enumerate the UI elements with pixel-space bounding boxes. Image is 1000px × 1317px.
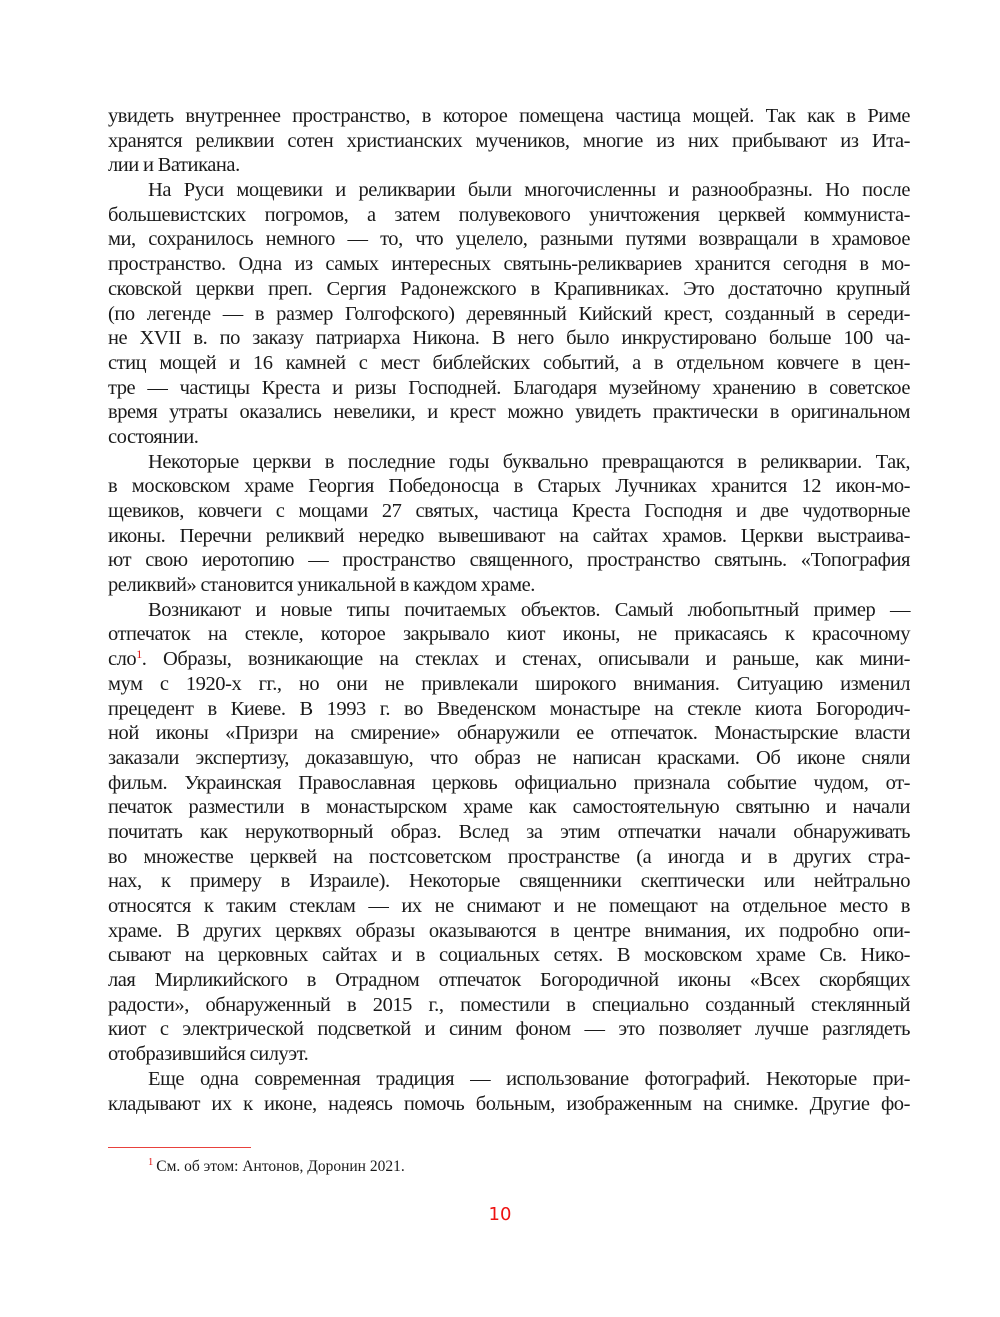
line-text: радости», обнаруженный в 2015 г., поместили в специально созданный стеклянный <box>108 993 910 1016</box>
line-text: сывают на церковных сайтах и в социальных сетях. В московском храме Св. Нико- <box>108 944 910 967</box>
line-text: киот с электрической подсветкой и синим фоном — это позволяет лучше разглядеть <box>108 1018 910 1041</box>
line-text: печаток разместили в монастырском храме как самостоятельную святыню и начали <box>108 796 910 819</box>
line-text: пространство. Одна из самых интересных святынь-реликвариев хранится сегодня в мо- <box>108 253 910 276</box>
text-line <box>108 993 910 1018</box>
text-line <box>108 771 910 796</box>
text-line <box>108 376 910 401</box>
line-text: увидеть внутреннее пространство, в которое помещена частица мощей. Так как в Риме <box>108 105 910 127</box>
line-text: не XVII в. по заказу патриарха Никона. В него было инкрустировано больше 100 ча- <box>108 327 910 350</box>
line-text: Некоторые церкви в последние годы буквально превращаются в реликварии. Так, <box>148 450 910 473</box>
text-line <box>108 104 910 129</box>
text-line <box>108 1017 910 1042</box>
line-text: почитать как нерукотворный образ. Вслед за этим отпечатки начали обнаруживать <box>108 820 910 843</box>
text-line <box>108 400 910 425</box>
text-line <box>108 252 910 277</box>
text-line <box>108 499 910 524</box>
line-text: заказали экспертизу, доказавшую, что образ не написан красками. Об иконе сняли <box>108 746 910 769</box>
text-line <box>108 474 910 499</box>
line-text: (по легенде — в размер Голгофского) деревянный Кийский крест, созданный в середи- <box>108 302 910 325</box>
text-line <box>108 746 910 771</box>
line-text: большевистских погромов, а затем полувекового уничтожения церквей коммуниста- <box>108 203 910 226</box>
text-line <box>108 1067 910 1092</box>
line-text: ют свою иеротопию — пространство священного, пространство святынь. «Топография <box>108 549 910 572</box>
text-line <box>108 450 910 475</box>
line-text: Возникают и новые типы почитаемых объектов. Самый любопытный пример — <box>148 598 910 621</box>
footnote-rule <box>108 1147 251 1148</box>
text-line <box>108 919 910 944</box>
text-line <box>108 524 910 549</box>
line-text: прецедент в Киеве. В 1993 г. во Введенском монастыре на стекле киота Богородич- <box>108 697 910 720</box>
text-line <box>108 129 910 154</box>
line-text: нах, к примеру в Израиле). Некоторые священники скептически или нейтрально <box>108 870 910 893</box>
text-line <box>108 845 910 870</box>
line-text: кладывают их к иконе, надеясь помочь больным, изображенным на снимке. Другие фо- <box>108 1092 910 1115</box>
text-line <box>108 203 910 228</box>
text-line <box>108 647 910 672</box>
line-text: отпечаток на стекле, которое закрывало киот иконы, не прикасаясь к красочному <box>108 623 910 646</box>
line-text: сковской церкви преп. Сергия Радонежского в Крапивниках. Это достаточно крупный <box>108 277 910 300</box>
line-text: стиц мощей и 16 камней с мест библейских событий, а в отдельном ковчеге в цен- <box>108 351 910 374</box>
line-text: ми, сохранилось немного — то, что уцелело, разными путями возвращали в храмовое <box>108 228 910 251</box>
text-line <box>108 227 910 252</box>
line-text: ной иконы «Призри на смирение» обнаружили ее отпечаток. Монастырские власти <box>108 722 910 745</box>
text-line <box>108 598 910 623</box>
body-text <box>108 104 910 1116</box>
text-line <box>108 721 910 746</box>
line-text: лии и Ватикана. <box>108 154 240 177</box>
line-text: реликвий» становится уникальной в каждом храме. <box>108 574 535 597</box>
line-text: На Руси мощевики и реликварии были многочисленны и разнообразны. Но после <box>148 179 910 202</box>
text-line <box>108 672 910 697</box>
footnote-reference[interactable]: 1 <box>136 647 142 662</box>
line-text: тре — частицы Креста и ризы Господней. Благодаря музейному хранению в советское <box>108 376 910 399</box>
text-line <box>108 622 910 647</box>
footnote <box>148 1157 405 1176</box>
line-text: отобразившийся силуэт. <box>108 1043 309 1066</box>
text-line <box>108 351 910 376</box>
text-line <box>108 425 910 450</box>
text-line <box>108 573 910 598</box>
line-text: сло <box>108 648 137 671</box>
line-text: иконы. Перечни реликвий нередко вывешивают на сайтах храмов. Церкви выстраива- <box>108 524 910 547</box>
text-line <box>108 697 910 722</box>
line-text: щевиков, ковчеги с мощами 27 святых, частица Креста Господня и две чудотворные <box>108 500 910 522</box>
line-text-after: . Образы, возникающие на стеклах и стенах, описывали и раньше, как мини- <box>141 648 910 671</box>
text-line <box>108 277 910 302</box>
text-line <box>108 943 910 968</box>
text-line <box>108 548 910 573</box>
text-line <box>108 302 910 327</box>
line-text: в московском храме Георгия Победоносца в Старых Лучниках хранится 12 икон-мо- <box>108 475 910 498</box>
line-text: Еще одна современная традиция — использование фотографий. Некоторые при- <box>148 1067 910 1090</box>
line-text: относятся к таким стеклам — их не снимают и не помещают на отдельное место в <box>108 895 910 917</box>
text-line <box>108 968 910 993</box>
text-line <box>108 894 910 919</box>
text-line <box>108 820 910 845</box>
line-text: храме. В других церквях образы оказываются в центре внимания, их подробно опи- <box>108 919 910 942</box>
text-line <box>108 795 910 820</box>
line-text: лая Мирликийского в Отрадном отпечаток Богородичной иконы «Всех скорбящих <box>108 969 910 992</box>
text-line <box>108 326 910 351</box>
text-line <box>108 869 910 894</box>
page-number: 10 <box>488 1204 512 1225</box>
text-line <box>108 178 910 203</box>
line-text: во множестве церквей на постсоветском пространстве (а иногда и в других стра- <box>108 845 910 868</box>
line-text: время утраты оказались невелики, и крест можно увидеть практически в оригинальном <box>108 401 910 424</box>
text-line <box>108 1092 910 1117</box>
footnote-mark: 1 <box>148 1157 154 1168</box>
line-text: состоянии. <box>108 425 199 448</box>
line-text: фильм. Украинская Православная церковь официально признала событие чудом, от- <box>108 771 910 794</box>
line-text: хранятся реликвии сотен христианских мучеников, многие из них прибывают из Ита- <box>108 129 910 152</box>
text-line <box>108 153 910 178</box>
line-text: мум с 1920-х гг., но они не привлекали широкого внимания. Ситуацию изменил <box>108 672 910 695</box>
text-line <box>108 1042 910 1067</box>
footnote-text: См. об этом: Антонов, Доронин 2021. <box>156 1158 405 1175</box>
